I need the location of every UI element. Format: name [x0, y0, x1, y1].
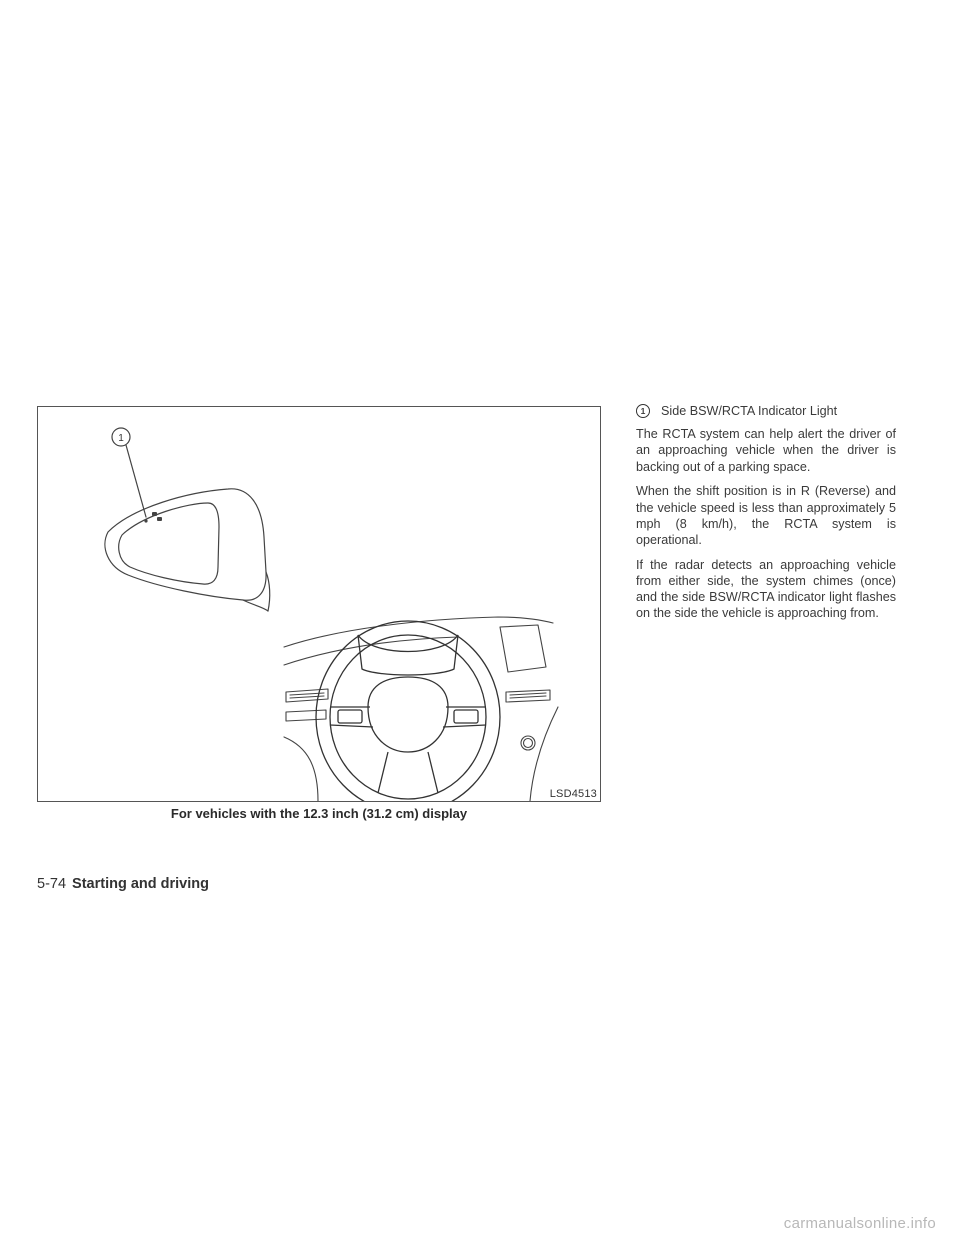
- mirror-glass: [119, 503, 219, 584]
- figure-code: LSD4513: [549, 788, 597, 800]
- paragraph: When the shift position is in R (Reverse) and the vehicle speed is less than approximately 5 mph (8 km/h), the RCTA system is operational.: [636, 484, 896, 547]
- callout-label: 1: [118, 433, 124, 444]
- figure-caption: For vehicles with the 12.3 inch (31.2 cm) display: [170, 806, 468, 821]
- watermark: carmanualsonline.info: [783, 1215, 936, 1232]
- page-number: 5-74: [37, 876, 67, 892]
- paragraph: The RCTA system can help alert the driver of an approaching vehicle when the driver is backing out of a parking space.: [636, 427, 896, 474]
- mirror-and-steering-illustration: [38, 407, 600, 801]
- callout-number-icon: 1: [636, 404, 650, 418]
- callout-legend: [636, 403, 896, 419]
- paragraph: If the radar detects an approaching vehicle from either side, the system chimes (once) and the side BSW/RCTA indicator light flashes on the side the vehicle is approaching from.: [636, 557, 896, 621]
- dashboard-drawing: [284, 617, 558, 801]
- callout-text: Side BSW/RCTA Indicator Light: [661, 404, 838, 418]
- section-title: Starting and driving: [72, 876, 209, 892]
- illustration-figure: [37, 406, 601, 802]
- text-column: [636, 403, 896, 630]
- steering-wheel: [316, 621, 500, 801]
- page-footer: [37, 876, 209, 892]
